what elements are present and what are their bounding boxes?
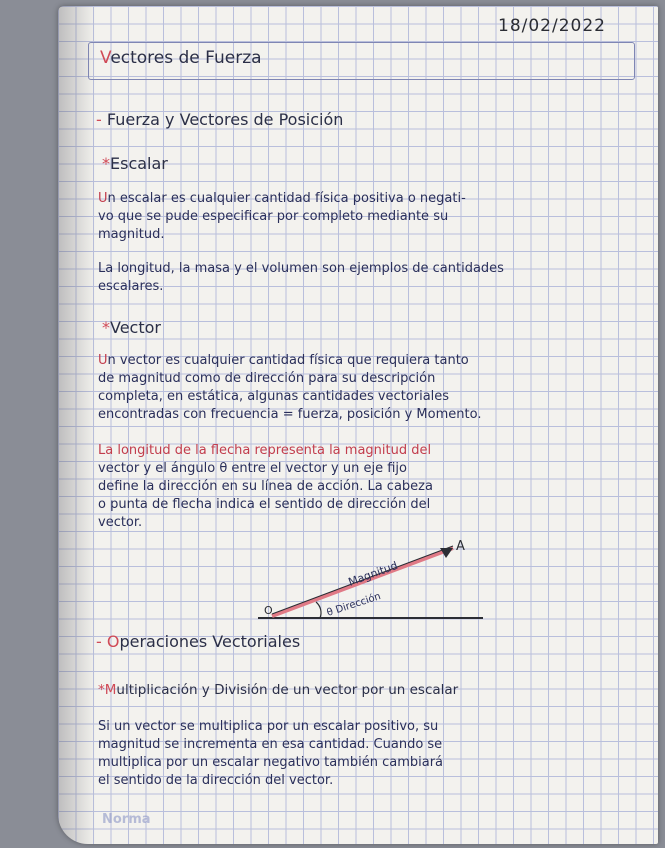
page-title xyxy=(100,48,262,68)
section1-heading-text: Fuerza y Vectores de Posición xyxy=(106,110,344,129)
section1-dash: - xyxy=(96,110,102,129)
date: 18/02/2022 xyxy=(498,16,606,36)
escalar-line-3: magnitud. xyxy=(98,227,165,242)
section2-heading-text: peraciones Vectoriales xyxy=(119,632,301,651)
section-heading-operaciones xyxy=(96,632,300,651)
vector-line-1: Un vector es cualquier cantidad física que requiera tanto xyxy=(98,353,469,368)
multiplication-line-1: Si un vector se multiplica por un escalar positivo, su xyxy=(98,719,439,734)
vector-first-letter: U xyxy=(98,353,108,368)
vector-heading-text: Vector xyxy=(110,318,161,337)
escalar-para2-line-1: La longitud, la masa y el volumen son ejemplos de cantidades xyxy=(98,261,504,276)
vector-para2-line-4: o punta de flecha indica el sentido de dirección del xyxy=(98,497,431,512)
title-rest: ectores de Fuerza xyxy=(110,48,262,68)
diagram-magnitude-label: Magnitud xyxy=(346,558,400,589)
vector-para2-line-1: La longitud de la flecha representa la magnitud del xyxy=(98,443,432,458)
multiplication-star: * xyxy=(98,682,105,698)
multiplication-line-2: magnitud se incrementa en esa cantidad. Cuando se xyxy=(98,737,443,752)
section-heading-fuerza xyxy=(96,110,343,129)
vector-para2-line-2: vector y el ángulo θ entre el vector y un eje fijo xyxy=(98,461,407,476)
vector-para2-line-5: vector. xyxy=(98,515,143,530)
escalar-heading-text: Escalar xyxy=(110,154,168,173)
section2-first-letter: O xyxy=(106,632,120,651)
title-first-letter: V xyxy=(100,48,111,68)
multiplication-heading-text: ultiplicación y División de un vector por un escalar xyxy=(116,682,459,698)
vector-diagram xyxy=(258,538,488,628)
subheading-vector xyxy=(102,318,161,337)
subheading-multiplicacion xyxy=(98,682,458,698)
page-gutter-shadow xyxy=(58,6,96,844)
escalar-first-letter: U xyxy=(98,191,108,206)
subheading-escalar xyxy=(102,154,168,173)
diagram-head-label: A xyxy=(456,539,465,554)
multiplication-first-letter: M xyxy=(104,682,117,698)
multiplication-line-4: el sentido de la dirección del vector. xyxy=(98,773,334,788)
multiplication-line-3: multiplica por un escalar negativo también cambiará xyxy=(98,755,444,770)
section2-dash: - xyxy=(96,632,102,651)
vector-line-4: encontradas con frecuencia = fuerza, posición y Momento. xyxy=(98,407,482,422)
notebook-page xyxy=(58,6,658,844)
diagram-direction-label: θ Dirección xyxy=(325,591,383,619)
angle-arc xyxy=(316,602,321,618)
diagram-tail-label: O xyxy=(264,604,273,617)
vector-line-3: completa, en estática, algunas cantidades vectoriales xyxy=(98,389,450,404)
brand-logo: Norma xyxy=(102,812,151,827)
vector-para2-line-3: define la dirección en su línea de acción. La cabeza xyxy=(98,479,433,494)
vector-line-2: de magnitud como de dirección para su descripción xyxy=(98,371,436,386)
escalar-line-1: Un escalar es cualquier cantidad física positiva o negati- xyxy=(98,191,466,206)
escalar-line-2: vo que se pude especificar por completo mediante su xyxy=(98,209,449,224)
escalar-star: * xyxy=(102,154,110,173)
escalar-para2-line-2: escalares. xyxy=(98,279,164,294)
vector-star: * xyxy=(102,318,110,337)
